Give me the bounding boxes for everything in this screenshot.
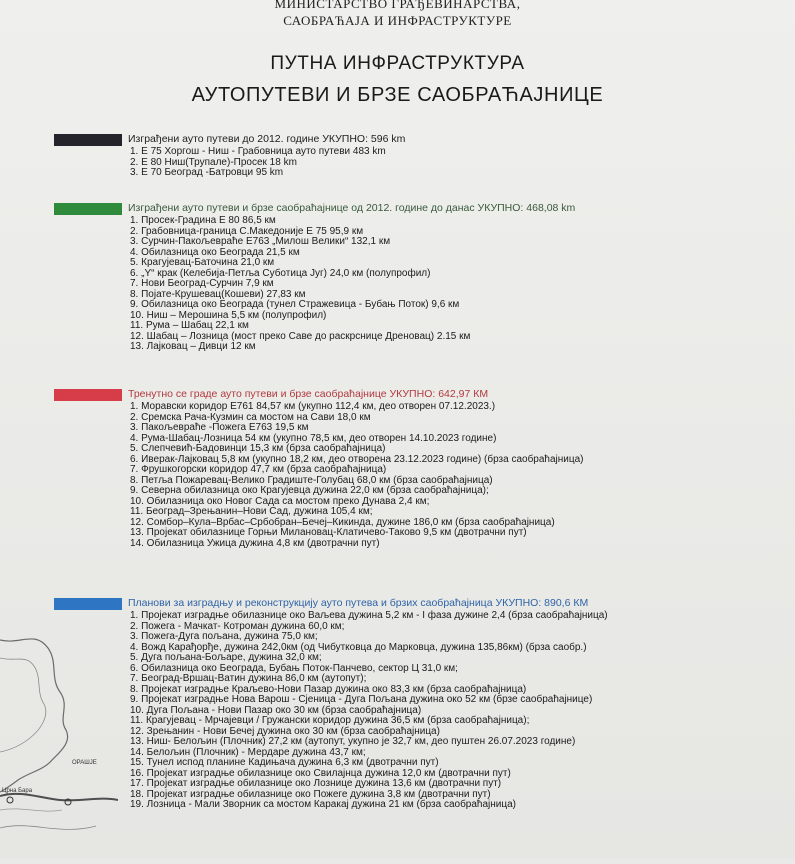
ministry-name-line2: САОБРАЋАЈА И ИНФРАСТРУКТУРЕ [283,13,512,28]
list-item: 2. Грабовница-граница С.Македоније Е 75 95,9 км [130,225,364,237]
list-item: 1. Просек-Градина Е 80 86,5 км [130,215,276,226]
list-item: 6. „Y“ крак (Келебија-Петља Суботица Југ) 24,0 км (полупрофил) [130,267,431,279]
list-item: 11. Рума – Шабац 22,1 км [130,320,249,331]
document-title: ПУТНА ИНФРАСТРУКТУРА [270,53,525,74]
list-item: 11. Крагујевац - Мрчајевци / Гружански коридор дужина 36,5 км (брза саобраћајница); [130,715,530,726]
list-item: 12. Сомбор–Кула–Врбас–Србобран–Бечеј–Кикинда, дужине 186,0 км (брза саобраћајница) [130,516,555,528]
list-item: 8. Појате-Крушевац(Кошеви) 27,83 км [130,288,306,300]
list-item: 16. Пројекат изградње обилазнице око Свилајнца дужина 12,0 км (двотрачни пут) [130,767,511,779]
list-item: 7. Нови Београд-Сурчин 7,9 км [130,278,274,289]
list-item: 3. Е 70 Београд -Батровци 95 km [130,167,284,178]
legend-swatch-green [54,203,122,215]
section-heading: Тренутно се граде ауто путеви и брзе саобраћајнице УКУПНО: 642,97 КМ [128,388,489,400]
list-item: 15. Тунел испод планине Кадињача дужина 6,3 км (двотрачни пут) [130,757,439,768]
ministry-name-line1: МИНИСТАРСТВО ГРАЂЕВИНАРСТВА, [274,0,521,11]
list-item: 9. Пројекат изградње Нова Варош - Сјеница - Дуга Пољана дужина око 52 км (брзе саобраћајнице) [130,694,593,705]
map-place-label: ОРАШЈЕ [72,760,97,766]
list-item: 9. Обилазница око Београда (тунел Стражевица - Бубањ Поток) 9,6 км [130,299,460,310]
list-item: 14. Белољин (Плочник) - Мердаре дужина 43,7 км; [130,746,366,758]
list-item: 12. Зрењанин - Нови Бечеј дужина око 30 км (брза саобраћајница) [130,725,440,737]
map-fragment [0,600,118,859]
list-item: 10. Обилазница око Новог Сада са мостом преко Дунава 2,4 км; [130,495,430,507]
list-item: 5. Слепчевић-Бадовинци 15,3 км (брза саобраћајница) [130,443,386,454]
list-item: 10. Дуга Пољана - Нови Пазар око 30 км (брза саобраћајница) [130,704,422,716]
section-item-list [130,147,386,179]
list-item: 6. Иверак-Лајковац 5,8 км (укупно 18,2 км, део отворена 23.12.2023 године) (брза саобраћајница) [130,453,584,465]
legend-swatch-black [54,134,122,146]
list-item: 18. Пројекат изградње обилазнице око Пожеге дужина 3,8 км (двотрачни пут) [130,788,491,800]
document-subtitle: АУТОПУТЕВИ И БРЗЕ САОБРАЋАЈНИЦЕ [191,84,604,106]
list-item: 14. Обилазница Ужица дужина 4,8 км (двотрачни пут) [130,537,380,549]
list-item: 9. Северна обилазница око Крагујевца дужина 22,0 км (брза саобраћајница); [130,485,489,496]
list-item: 8. Пројекат изградње Краљево-Нови Пазар дужина око 83,3 км (брза саобраћајница) [130,683,527,695]
list-item: 1. Е 75 Хоргош - Ниш - Грабовница ауто путеви 483 km [130,146,386,157]
list-item: 12. Шабац – Лозница (мост преко Саве до раскрснице Дреновац) 2.15 км [130,330,471,342]
list-item: 3. Пожега-Дуга пољана, дужина 75,0 км; [130,631,318,642]
list-item: 3. Пакољевраће -Пожега Е763 19,5 км [130,422,309,433]
list-item: 11. Београд–Зрењанин–Нови Сад, дужина 105,4 км; [130,506,373,517]
list-item: 1. Моравски коридор Е761 84,57 км (укупно 112,4 км, део отворен 07.12.2023.) [130,401,496,412]
map-outline-icon [0,600,118,859]
list-item: 4. Обилазница око Београда 21,5 км [130,246,300,258]
list-item: 7. Фрушкогорски коридор 47,7 км (брза саобраћајница) [130,464,387,475]
list-item: 13. Лајковац – Дивци 12 км [130,341,256,352]
list-item: 4. Рума-Шабац-Лозница 54 км (укупно 78,5 км, део отворен 14.10.2023 године) [130,432,497,444]
section-item-list [130,216,470,353]
section-heading: Изграђени ауто путеви и брзе саобраћајнице од 2012. године до данас УКУПНО: 468,08 km [128,202,576,214]
list-item: 5. Дуга пољана-Бољаре, дужина 32,0 км; [130,652,322,663]
legend-swatch-red [54,389,122,401]
list-item: 6. Обилазница око Београда, Бубањ Поток-Панчево, сектор Ц 31,0 км; [130,662,458,674]
list-item: 19. Лозница - Мали Зворник са мостом Каракај дужина 21 км (брза саобраћајница) [130,799,517,810]
list-item: 17. Пројекат изградње обилазнице око Лознице дужина 13,6 км (двотрачни пут) [130,778,502,789]
list-item: 13. Пројекат обилазнице Горњи Милановац-Клатичево-Таково 9,5 км (двотрачни пут) [130,527,527,538]
section-item-list [130,611,608,811]
list-item: 10. Ниш – Мерошина 5,5 км (полупрофил) [130,309,327,321]
list-item: 2. Е 80 Ниш(Трупале)-Просек 18 km [130,156,297,168]
list-item: 4. Вожд Карађорђе, дужина 242,0км (од Чибутковца до Марковца, дужина 135,86км) (брза саобр.) [130,641,587,653]
list-item: 8. Петља Пожаревац-Велико Градиште-Голубац 68,0 км (брза саобраћајница) [130,474,493,486]
list-item: 1. Пројекат изградње обилазнице око Ваљева дужина 5,2 км - I фаза дужине 2,4 (брза саобраћајница) [130,610,608,621]
list-item: 7. Београд-Вршац-Ватин дужина 86,0 км (аутопут); [130,673,367,684]
list-item: 2. Пожега - Мачкат- Котроман дужина 60,0 км; [130,620,345,632]
list-item: 3. Сурчин-Пакољевраће Е763 „Милош Велики“ 132,1 км [130,236,391,247]
list-item: 2. Сремска Рача-Кузмин са мостом на Сави 18,0 км [130,411,371,423]
section-heading: Планови за изградњу и реконструкцију ауто путева и брзих саобраћајница УКУПНО: 890,6 КМ [128,597,589,609]
section-heading: Изграђени ауто путеви до 2012. године УКУПНО: 596 km [128,133,406,145]
map-place-label: Црна Бара [2,788,33,794]
list-item: 13. Ниш- Белољин (Плочник) 27,2 км (аутопут, укупно је 32,7 км, део пуштен 26.07.2023 године) [130,736,576,747]
list-item: 5. Крагујевац-Баточина 21,0 км [130,257,275,268]
section-item-list [130,402,584,549]
